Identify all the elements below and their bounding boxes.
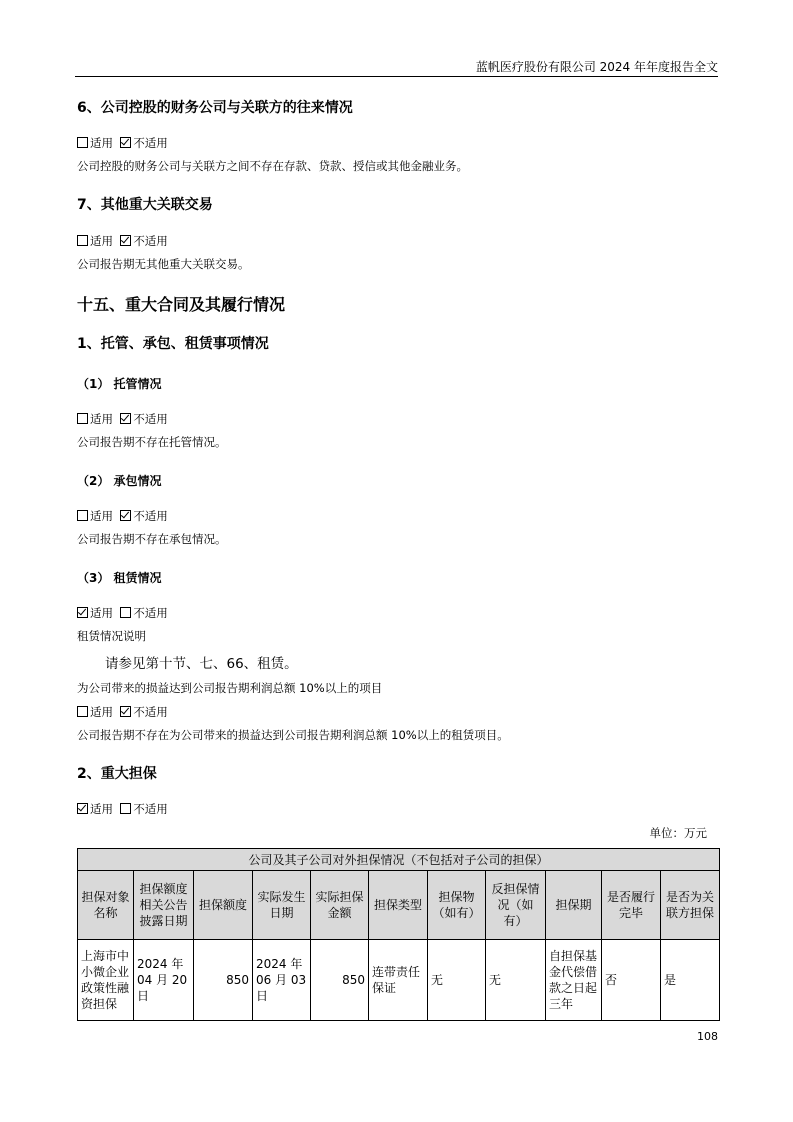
applicability-checkboxes: 适用 不适用 [77, 233, 168, 249]
column-header: 是否为关联方担保 [661, 871, 720, 940]
applicability-checkboxes: 适用 不适用 [77, 411, 168, 427]
label: 租赁情况说明 [77, 629, 146, 643]
header-divider [75, 76, 718, 77]
subsection-heading: （1） 托管情况 [77, 377, 162, 391]
checkbox-checked-icon [120, 413, 131, 424]
section-heading: 6、公司控股的财务公司与关联方的往来情况 [77, 100, 353, 116]
column-header: 担保期 [546, 871, 602, 940]
paragraph: 公司报告期无其他重大关联交易。 [77, 257, 250, 271]
table-cell: 连带责任保证 [369, 940, 428, 1021]
table-cell: 850 [194, 940, 253, 1021]
table-cell: 自担保基金代偿借款之日起三年 [546, 940, 602, 1021]
paragraph: 公司报告期不存在为公司带来的损益达到公司报告期利润总额 10%以上的租赁项目。 [77, 728, 509, 742]
paragraph: 公司控股的财务公司与关联方之间不存在存款、贷款、授信或其他金融业务。 [77, 159, 468, 173]
running-header: 蓝帆医疗股份有限公司 2024 年年度报告全文 [475, 60, 718, 74]
table-cell: 无 [486, 940, 546, 1021]
column-header: 担保对象名称 [78, 871, 134, 940]
label: 为公司带来的损益达到公司报告期利润总额 10%以上的项目 [77, 681, 383, 695]
column-header: 担保额度 [194, 871, 253, 940]
checkbox-unchecked-icon [77, 413, 88, 424]
applicability-checkboxes: 适用 不适用 [77, 801, 168, 817]
table-cell: 否 [602, 940, 661, 1021]
subsection-heading: （3） 租赁情况 [77, 571, 162, 585]
subsection-heading: （2） 承包情况 [77, 474, 162, 488]
page-number: 108 [697, 1030, 718, 1043]
guarantee-table [77, 848, 720, 1021]
table-cell: 2024 年 06 月 03 日 [253, 940, 311, 1021]
section-heading: 2、重大担保 [77, 766, 157, 782]
checkbox-unchecked-icon [77, 706, 88, 717]
unit-label: 单位：万元 [649, 826, 707, 840]
column-header: 担保额度相关公告披露日期 [134, 871, 194, 940]
applicability-checkboxes: 适用 不适用 [77, 704, 168, 720]
checkbox-checked-icon [120, 510, 131, 521]
column-header: 担保类型 [369, 871, 428, 940]
table-header-row [78, 871, 720, 940]
checkbox-unchecked-icon [77, 137, 88, 148]
checkbox-unchecked-icon [77, 235, 88, 246]
table-row [78, 940, 720, 1021]
table-cell: 无 [428, 940, 486, 1021]
checkbox-checked-icon [120, 706, 131, 717]
column-header: 反担保情况（如有） [486, 871, 546, 940]
checkbox-unchecked-icon [77, 510, 88, 521]
table-cell: 是 [661, 940, 720, 1021]
checkbox-unchecked-icon [120, 803, 131, 814]
applicability-checkboxes: 适用 不适用 [77, 508, 168, 524]
checkbox-unchecked-icon [120, 607, 131, 618]
checkbox-checked-icon [77, 803, 88, 814]
applicability-checkboxes: 适用 不适用 [77, 605, 168, 621]
column-header: 是否履行完毕 [602, 871, 661, 940]
applicability-checkboxes: 适用 不适用 [77, 135, 168, 151]
table-title: 公司及其子公司对外担保情况（不包括对子公司的担保） [78, 849, 720, 871]
paragraph: 公司报告期不存在托管情况。 [77, 435, 227, 449]
checkbox-checked-icon [120, 235, 131, 246]
checkbox-checked-icon [77, 607, 88, 618]
section-heading: 7、其他重大关联交易 [77, 197, 213, 213]
paragraph: 公司报告期不存在承包情况。 [77, 532, 227, 546]
paragraph: 请参见第十节、七、66、租赁。 [105, 656, 298, 672]
table-cell: 上海市中小微企业政策性融资担保 [78, 940, 134, 1021]
checkbox-checked-icon [120, 137, 131, 148]
column-header: 实际担保金额 [311, 871, 369, 940]
table-cell: 2024 年 04 月 20 日 [134, 940, 194, 1021]
chapter-heading: 十五、重大合同及其履行情况 [77, 295, 286, 314]
table-cell: 850 [311, 940, 369, 1021]
section-heading: 1、托管、承包、租赁事项情况 [77, 336, 269, 352]
column-header: 实际发生日期 [253, 871, 311, 940]
column-header: 担保物（如有） [428, 871, 486, 940]
